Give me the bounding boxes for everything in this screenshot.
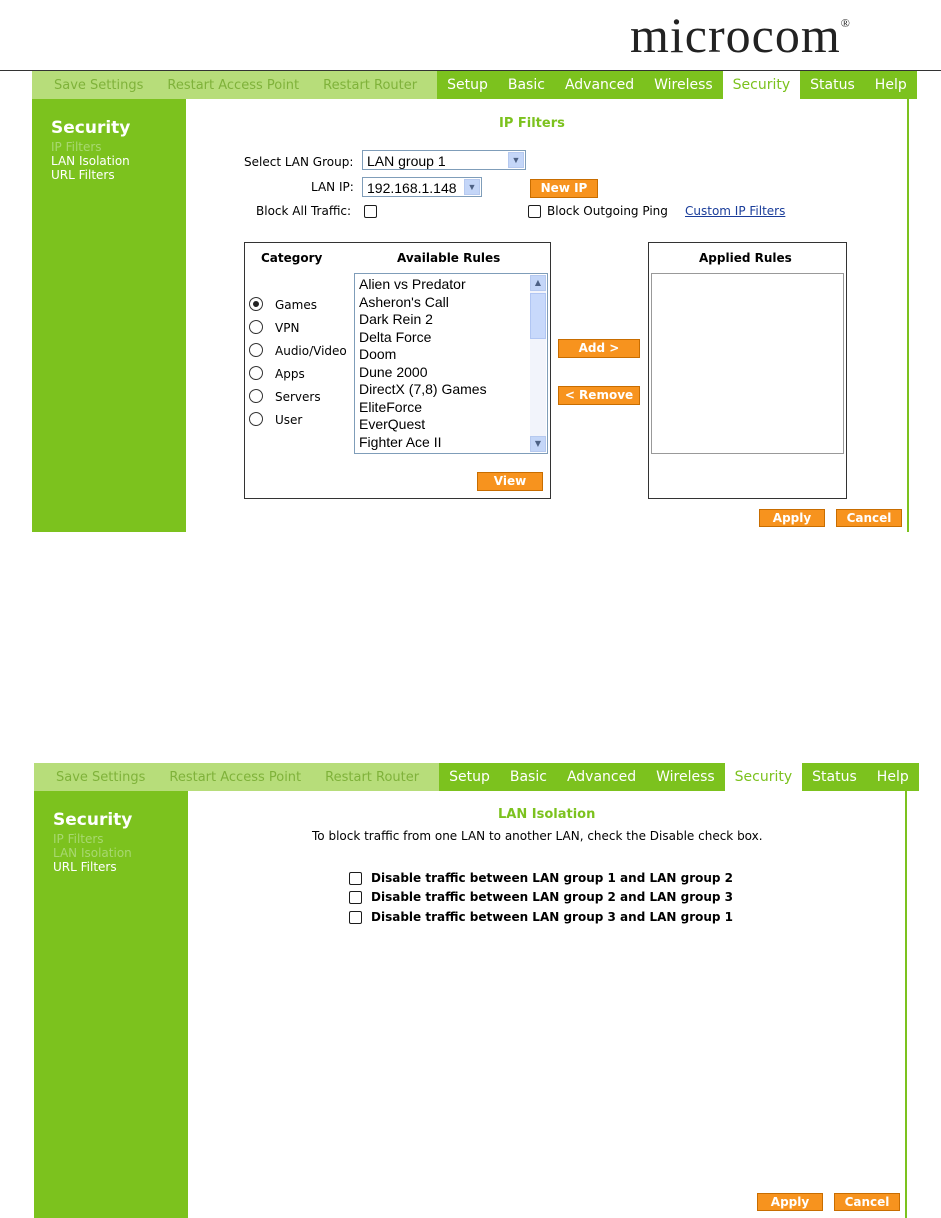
lan-ip-label: LAN IP:: [311, 180, 354, 194]
available-rules-header: Available Rules: [397, 251, 501, 265]
disable-2-3-label: Disable traffic between LAN group 2 and LAN group 3: [371, 890, 734, 904]
cancel-button[interactable]: Cancel: [836, 509, 902, 527]
list-item[interactable]: DirectX (7,8) Games: [359, 381, 487, 397]
disable-3-1-label: Disable traffic between LAN group 3 and LAN group 1: [371, 910, 734, 924]
block-all-checkbox[interactable]: [364, 205, 377, 218]
lan-group-value: LAN group 1: [367, 153, 446, 169]
top-nav: [34, 763, 907, 791]
microcom-logo: [630, 6, 851, 64]
add-button[interactable]: Add >: [558, 339, 640, 358]
nav-save-settings[interactable]: Save Settings: [54, 77, 144, 93]
list-item[interactable]: Dark Rein 2: [359, 311, 433, 327]
radio-games[interactable]: [249, 297, 263, 311]
available-rules-list[interactable]: [354, 273, 548, 454]
radio-apps[interactable]: [249, 366, 263, 380]
block-all-label: Block All Traffic:: [256, 204, 352, 218]
block-ping-label: Block Outgoing Ping: [547, 204, 668, 218]
ip-filters-panel: [32, 71, 909, 532]
apply-button[interactable]: Apply: [759, 509, 825, 527]
nav-actions: [34, 763, 439, 791]
nav-actions: [32, 71, 437, 99]
tab-help[interactable]: Help: [876, 769, 909, 785]
radio-vpn[interactable]: [249, 320, 263, 334]
new-ip-button[interactable]: New IP: [530, 179, 598, 198]
top-nav: [32, 71, 909, 99]
sidebar-item-ip-filters[interactable]: IP Filters: [53, 832, 104, 846]
tab-help[interactable]: Help: [874, 77, 907, 93]
list-item[interactable]: EverQuest: [359, 416, 426, 432]
tab-advanced[interactable]: Advanced: [566, 769, 637, 785]
radio-user[interactable]: [249, 412, 263, 426]
lan-group-label: Select LAN Group:: [244, 155, 354, 169]
applied-rules-header: Applied Rules: [699, 251, 792, 265]
nav-restart-router[interactable]: Restart Router: [323, 77, 418, 93]
nav-restart-router[interactable]: Restart Router: [325, 769, 420, 785]
nav-restart-access-point[interactable]: Restart Access Point: [167, 77, 300, 93]
sidebar-item-lan-isolation[interactable]: LAN Isolation: [53, 846, 132, 860]
sidebar-item-url-filters[interactable]: URL Filters: [51, 168, 115, 182]
apply-button[interactable]: Apply: [757, 1193, 823, 1211]
applied-rules-list[interactable]: [651, 273, 844, 454]
list-item[interactable]: Doom: [359, 346, 397, 362]
category-header: Category: [261, 251, 323, 265]
list-item[interactable]: Alien vs Predator: [359, 276, 466, 292]
category-apps: Apps: [275, 367, 305, 381]
lan-group-select[interactable]: [362, 150, 526, 170]
page-title: IP Filters: [499, 116, 565, 131]
tab-status[interactable]: Status: [810, 77, 855, 93]
sidebar: [34, 791, 188, 1218]
disable-1-2-checkbox[interactable]: [349, 872, 362, 885]
nav-restart-access-point[interactable]: Restart Access Point: [169, 769, 302, 785]
custom-ip-filters-link[interactable]: Custom IP Filters: [685, 204, 786, 218]
disable-1-2-label: Disable traffic between LAN group 1 and LAN group 2: [371, 871, 734, 885]
chevron-down-icon[interactable]: ▼: [508, 152, 524, 168]
list-item[interactable]: Dune 2000: [359, 363, 428, 380]
category-audio-video: Audio/Video: [275, 344, 347, 358]
sidebar: [32, 99, 186, 532]
scroll-down-icon[interactable]: ▼: [530, 436, 546, 452]
tab-security[interactable]: Security: [723, 71, 801, 99]
page-title: LAN Isolation: [498, 807, 596, 822]
logo-text: microcom: [630, 7, 841, 63]
sidebar-title: Security: [53, 810, 133, 830]
scroll-up-icon[interactable]: ▲: [530, 275, 546, 291]
lan-ip-select[interactable]: [362, 177, 482, 197]
sidebar-item-ip-filters[interactable]: IP Filters: [51, 140, 102, 154]
list-item[interactable]: Asheron's Call: [359, 293, 449, 310]
radio-servers[interactable]: [249, 389, 263, 403]
category-vpn: VPN: [275, 321, 300, 335]
sidebar-item-url-filters[interactable]: URL Filters: [53, 860, 117, 874]
radio-audio-video[interactable]: [249, 343, 263, 357]
page-description: To block traffic from one LAN to another LAN, check the Disable check box.: [312, 829, 763, 843]
tab-wireless[interactable]: Wireless: [656, 769, 715, 785]
list-item[interactable]: Delta Force: [359, 328, 432, 345]
view-button[interactable]: View: [477, 472, 543, 491]
tab-security[interactable]: Security: [725, 763, 803, 791]
chevron-down-icon[interactable]: ▼: [464, 179, 480, 195]
nav-tabs: [437, 71, 917, 99]
disable-3-1-checkbox[interactable]: [349, 911, 362, 924]
rules-scrollbar[interactable]: [530, 275, 546, 452]
right-border: [905, 791, 907, 1218]
category-user: User: [275, 413, 303, 427]
sidebar-title: Security: [51, 118, 131, 138]
tab-basic[interactable]: Basic: [507, 77, 545, 93]
category-servers: Servers: [275, 390, 321, 404]
cancel-button[interactable]: Cancel: [834, 1193, 900, 1211]
list-item[interactable]: Fighter Ace II: [359, 433, 442, 450]
registered-mark: ®: [840, 16, 851, 30]
remove-button[interactable]: < Remove: [558, 386, 640, 405]
tab-wireless[interactable]: Wireless: [654, 77, 713, 93]
sidebar-item-lan-isolation[interactable]: LAN Isolation: [51, 154, 130, 168]
lan-isolation-panel: [34, 763, 907, 1218]
scroll-thumb[interactable]: [530, 293, 546, 339]
tab-status[interactable]: Status: [812, 769, 857, 785]
tab-advanced[interactable]: Advanced: [564, 77, 635, 93]
tab-basic[interactable]: Basic: [509, 769, 547, 785]
nav-tabs: [439, 763, 919, 791]
tab-setup[interactable]: Setup: [449, 769, 490, 785]
block-ping-checkbox[interactable]: [528, 205, 541, 218]
right-border: [907, 99, 909, 532]
disable-2-3-checkbox[interactable]: [349, 891, 362, 904]
list-item[interactable]: EliteForce: [359, 398, 423, 415]
category-games: Games: [275, 298, 317, 312]
tab-setup[interactable]: Setup: [447, 77, 488, 93]
nav-save-settings[interactable]: Save Settings: [56, 769, 146, 785]
lan-ip-value: 192.168.1.148: [367, 180, 457, 196]
